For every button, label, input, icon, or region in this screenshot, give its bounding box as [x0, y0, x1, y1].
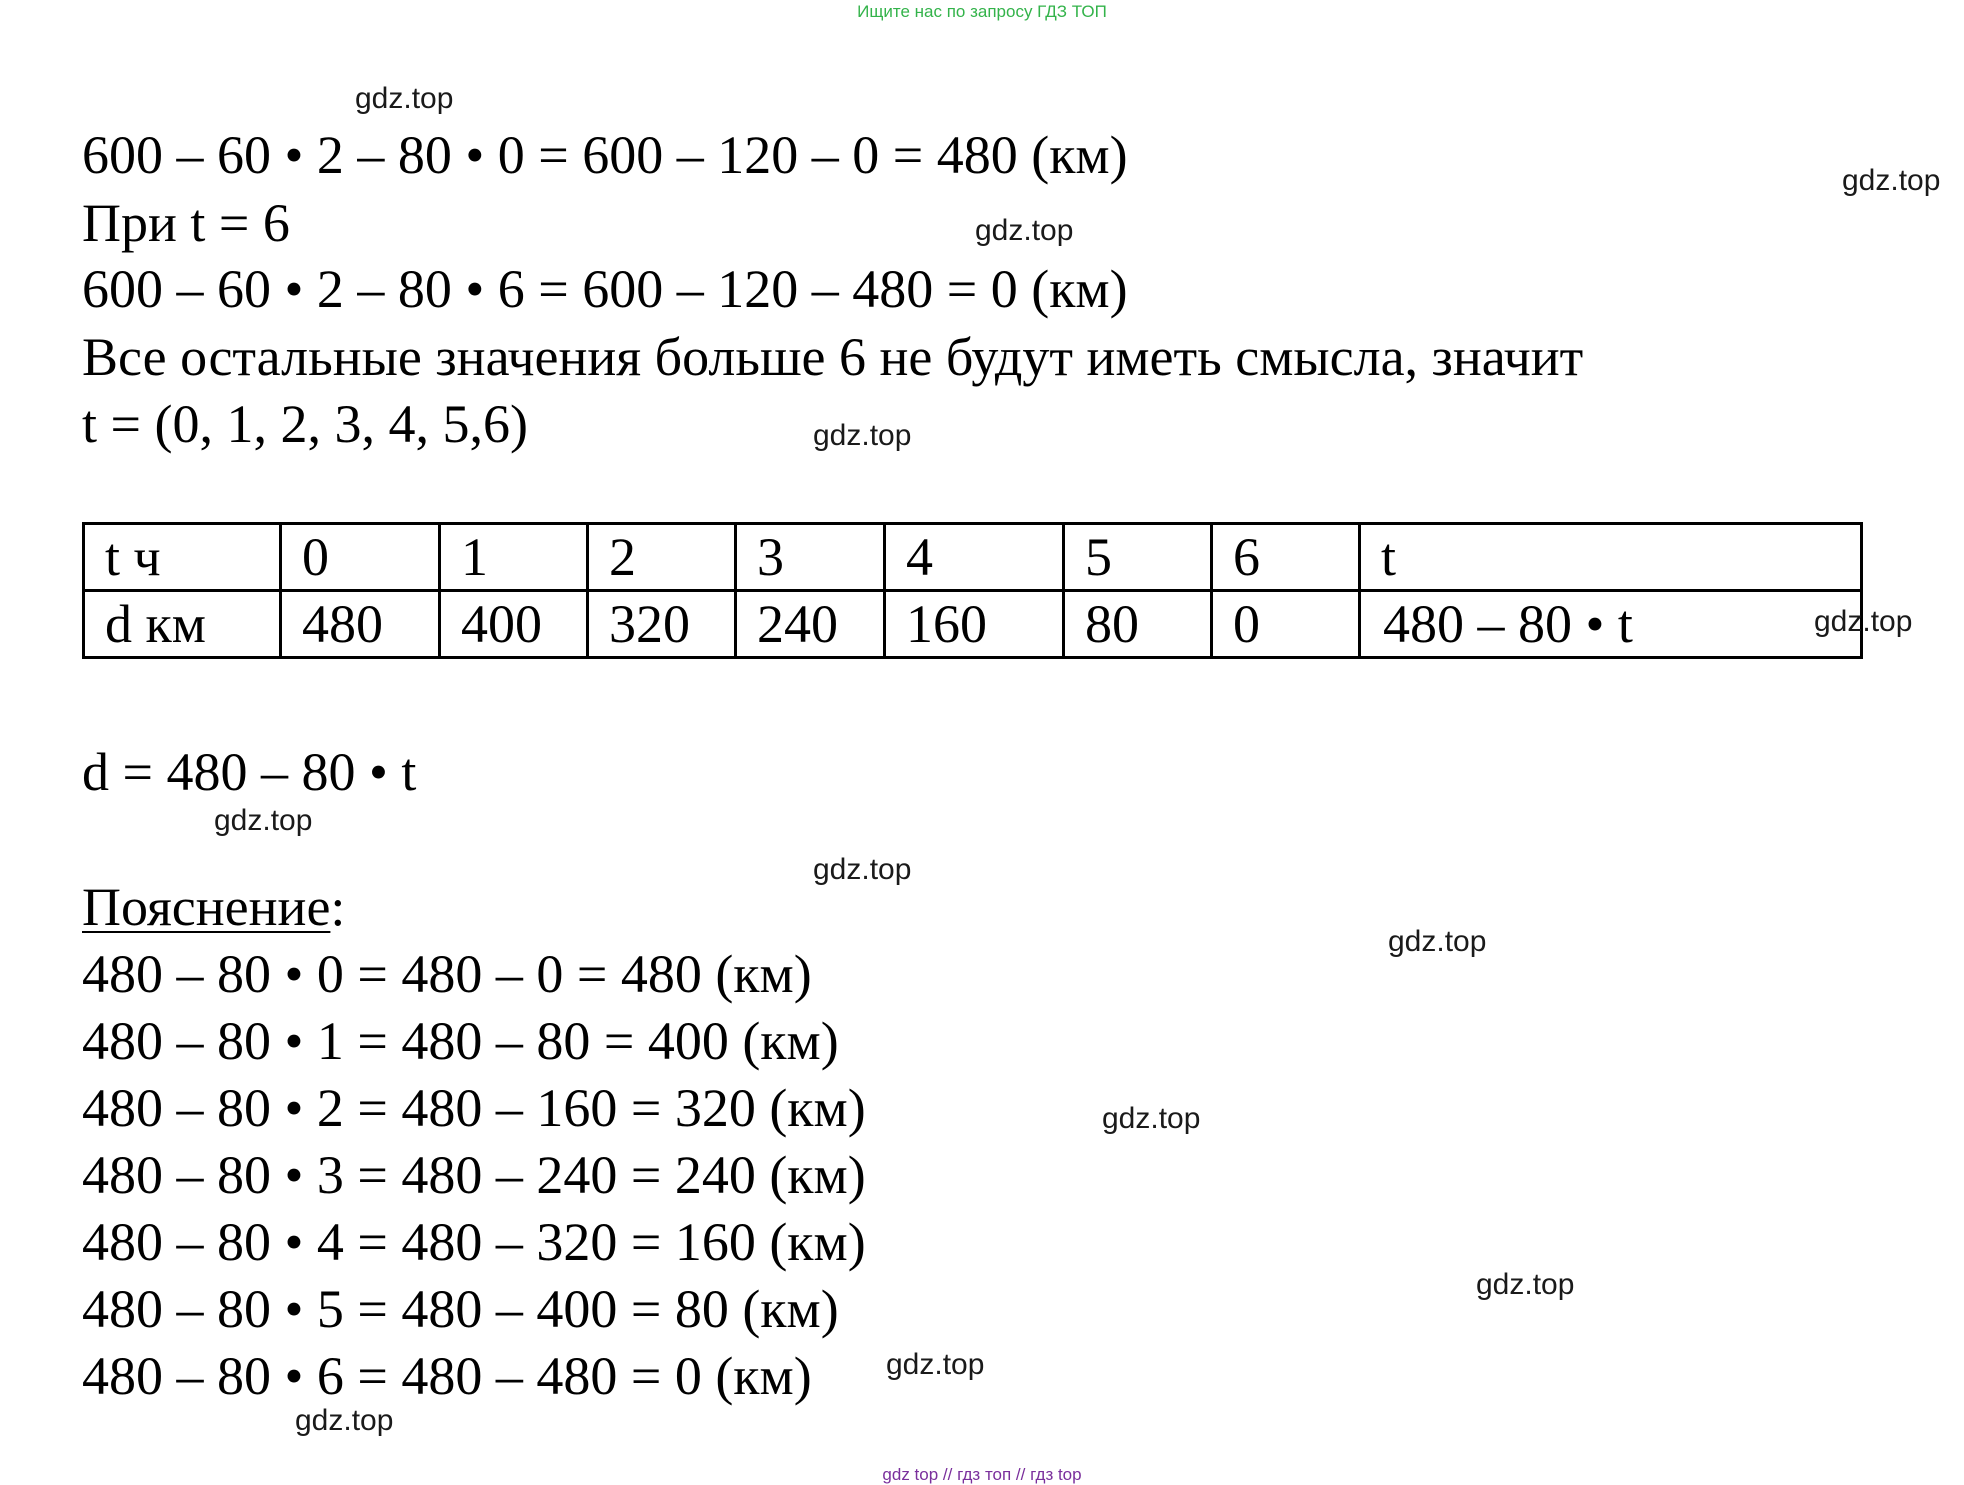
explanation-line-3: 480 – 80 • 3 = 480 – 240 = 240 (км)	[82, 1145, 866, 1205]
header-banner: Ищите нас по запросу ГДЗ ТОП	[857, 2, 1107, 21]
table-cell: 3	[736, 524, 885, 591]
watermark: gdz.top	[355, 82, 454, 115]
watermark: gdz.top	[813, 419, 912, 452]
table-cell: 160	[885, 591, 1064, 658]
distance-formula: d = 480 – 80 • t	[82, 742, 417, 802]
table-cell: 80	[1064, 591, 1212, 658]
t-values-line: t = (0, 1, 2, 3, 4, 5,6)	[82, 394, 528, 454]
explanation-line-4: 480 – 80 • 4 = 480 – 320 = 160 (км)	[82, 1212, 866, 1272]
explanation-colon: :	[330, 877, 346, 937]
table-cell: 1	[440, 524, 588, 591]
table-cell: 320	[588, 591, 736, 658]
table-cell: 480	[281, 591, 440, 658]
watermark: gdz.top	[1102, 1102, 1201, 1135]
table-cell: 4	[885, 524, 1064, 591]
watermark: gdz.top	[1476, 1268, 1575, 1301]
table-row-distance	[84, 591, 1862, 658]
table-cell: 5	[1064, 524, 1212, 591]
watermark: gdz.top	[1814, 605, 1913, 638]
calc-line-1: 600 – 60 • 2 – 80 • 0 = 600 – 120 – 0 = 480 (км)	[82, 125, 1128, 185]
case-label-t6: При t = 6	[82, 193, 290, 253]
values-table	[82, 522, 1863, 659]
watermark: gdz.top	[975, 214, 1074, 247]
table-cell: t	[1360, 524, 1862, 591]
table-cell: 6	[1212, 524, 1360, 591]
table-cell: 400	[440, 591, 588, 658]
explanation-line-2: 480 – 80 • 2 = 480 – 160 = 320 (км)	[82, 1078, 866, 1138]
table-cell: 0	[1212, 591, 1360, 658]
explanation-heading	[82, 877, 346, 937]
calc-line-2: 600 – 60 • 2 – 80 • 6 = 600 – 120 – 480 = 0 (км)	[82, 259, 1128, 319]
table-cell: 240	[736, 591, 885, 658]
table-cell: t ч	[84, 524, 281, 591]
table-row-time	[84, 524, 1862, 591]
table-cell: d км	[84, 591, 281, 658]
watermark: gdz.top	[813, 853, 912, 886]
watermark: gdz.top	[886, 1348, 985, 1381]
footer-banner: gdz top // гдз топ // гдз top	[882, 1465, 1082, 1484]
watermark: gdz.top	[1388, 925, 1487, 958]
table-cell: 480 – 80 • t	[1360, 591, 1862, 658]
conclusion-line: Все остальные значения больше 6 не будут иметь смысла, значит	[82, 327, 1584, 387]
watermark: gdz.top	[295, 1404, 394, 1437]
explanation-line-5: 480 – 80 • 5 = 480 – 400 = 80 (км)	[82, 1279, 839, 1339]
table-cell: 2	[588, 524, 736, 591]
explanation-line-6: 480 – 80 • 6 = 480 – 480 = 0 (км)	[82, 1346, 812, 1406]
explanation-line-1: 480 – 80 • 1 = 480 – 80 = 400 (км)	[82, 1011, 839, 1071]
explanation-line-0: 480 – 80 • 0 = 480 – 0 = 480 (км)	[82, 944, 812, 1004]
watermark: gdz.top	[214, 804, 313, 837]
watermark: gdz.top	[1842, 164, 1941, 197]
explanation-title: Пояснение	[82, 877, 331, 937]
table-cell: 0	[281, 524, 440, 591]
